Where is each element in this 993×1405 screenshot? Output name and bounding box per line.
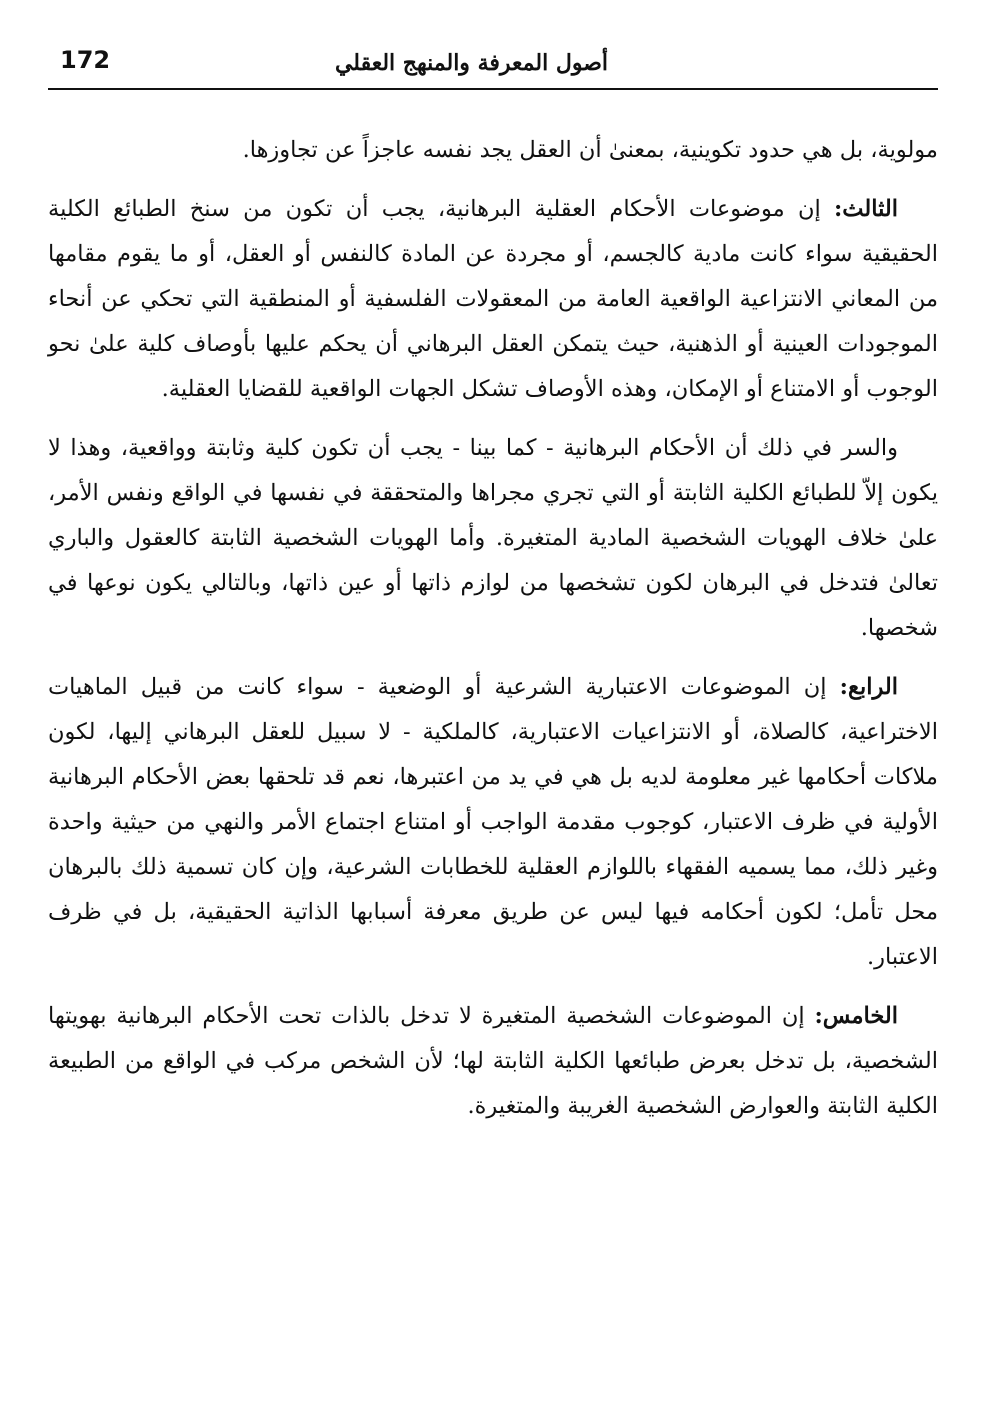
paragraph-text: إن الموضوعات الاعتبارية الشرعية أو الوضعية - سواء كانت من قبيل الماهيات الاختراعية، كالصلاة، أو الانتزاعيات الاعتبارية، كالملكية - لا سبيل للعقل البرهاني إليها، لكون ملاكات أحكامها غير معلومة لديه بل هي في يد من اعتبرها، نعم قد تلحقها بعض الأحكام البرهانية الأولية في ظرف الاعتبار، كوجوب مقدمة الواجب أو امتناع اجتماع الأمر والنهي من حيثية واحدة وغير ذلك، مما يسميه الفقهاء باللوازم العقلية للخطابات الشرعية، وإن كان تسمية ذلك بالبرهان محل تأمل؛ لكون أحكامه فيها ليس عن طريق معرفة أسبابها الذاتية الحقيقية، بل في ظرف الاعتبار. bbox=[48, 674, 938, 970]
paragraph-text: إن موضوعات الأحكام العقلية البرهانية، يجب أن تكون من سنخ الطبائع الكلية الحقيقية سواء كانت مادية كالجسم، أو مجردة عن المادة كالنفس أو العقل، أو ما يقوم مقامها من المعاني الانتزاعية الواقعية العامة من المعقولات الفلسفية أو المنطقية التي تحكي عن أنحاء الموجودات العينية أو الذهنية، حيث يتمكن العقل البرهاني أن يحكم عليها بأوصاف كلية علىٰ نحو الوجوب أو الامتناع أو الإمكان، وهذه الأوصاف تشكل الجهات الواقعية للقضايا العقلية. bbox=[48, 196, 938, 402]
running-title: أصول المعرفة والمنهج العقلي bbox=[334, 50, 608, 76]
paragraph-fifth bbox=[48, 994, 938, 1129]
paragraph-third bbox=[48, 187, 938, 412]
paragraph-fourth bbox=[48, 665, 938, 980]
paragraph-reason bbox=[48, 426, 938, 651]
body-text bbox=[48, 128, 938, 1129]
paragraph-lead: الخامس: bbox=[814, 1003, 898, 1029]
header-rule bbox=[48, 88, 938, 90]
paragraph-text: مولوية، بل هي حدود تكوينية، بمعنىٰ أن العقل يجد نفسه عاجزاً عن تجاوزها. bbox=[242, 137, 938, 163]
paragraph-text: إن الموضوعات الشخصية المتغيرة لا تدخل بالذات تحت الأحكام البرهانية بهويتها الشخصية، بل تدخل بعرض طبائعها الكلية الثابتة لها؛ لأن الشخص مركب في الواقع من الطبيعة الكلية الثابتة والعوارض الشخصية الغريبة والمتغيرة. bbox=[48, 1003, 938, 1119]
paragraph-continuation bbox=[48, 128, 938, 173]
page-number: 172 bbox=[60, 46, 111, 74]
paragraph-lead: الرابع: bbox=[839, 674, 898, 700]
paragraph-text: والسر في ذلك أن الأحكام البرهانية - كما بينا - يجب أن تكون كلية وثابتة وواقعية، وهذا لا يكون إلاّ للطبائع الكلية الثابتة أو التي تجري مجراها والمتحققة في نفسها في الواقع ونفس الأمر، علىٰ خلاف الهويات الشخصية المادية المتغيرة. وأما الهويات الشخصية الثابتة كالعقول والباري تعالىٰ فتدخل في البرهان لكون تشخصها من لوازم ذاتها أو عين ذاتها، وبالتالي يكون نوعها في شخصها. bbox=[48, 435, 938, 641]
running-header bbox=[48, 44, 938, 84]
paragraph-lead: الثالث: bbox=[833, 196, 898, 222]
